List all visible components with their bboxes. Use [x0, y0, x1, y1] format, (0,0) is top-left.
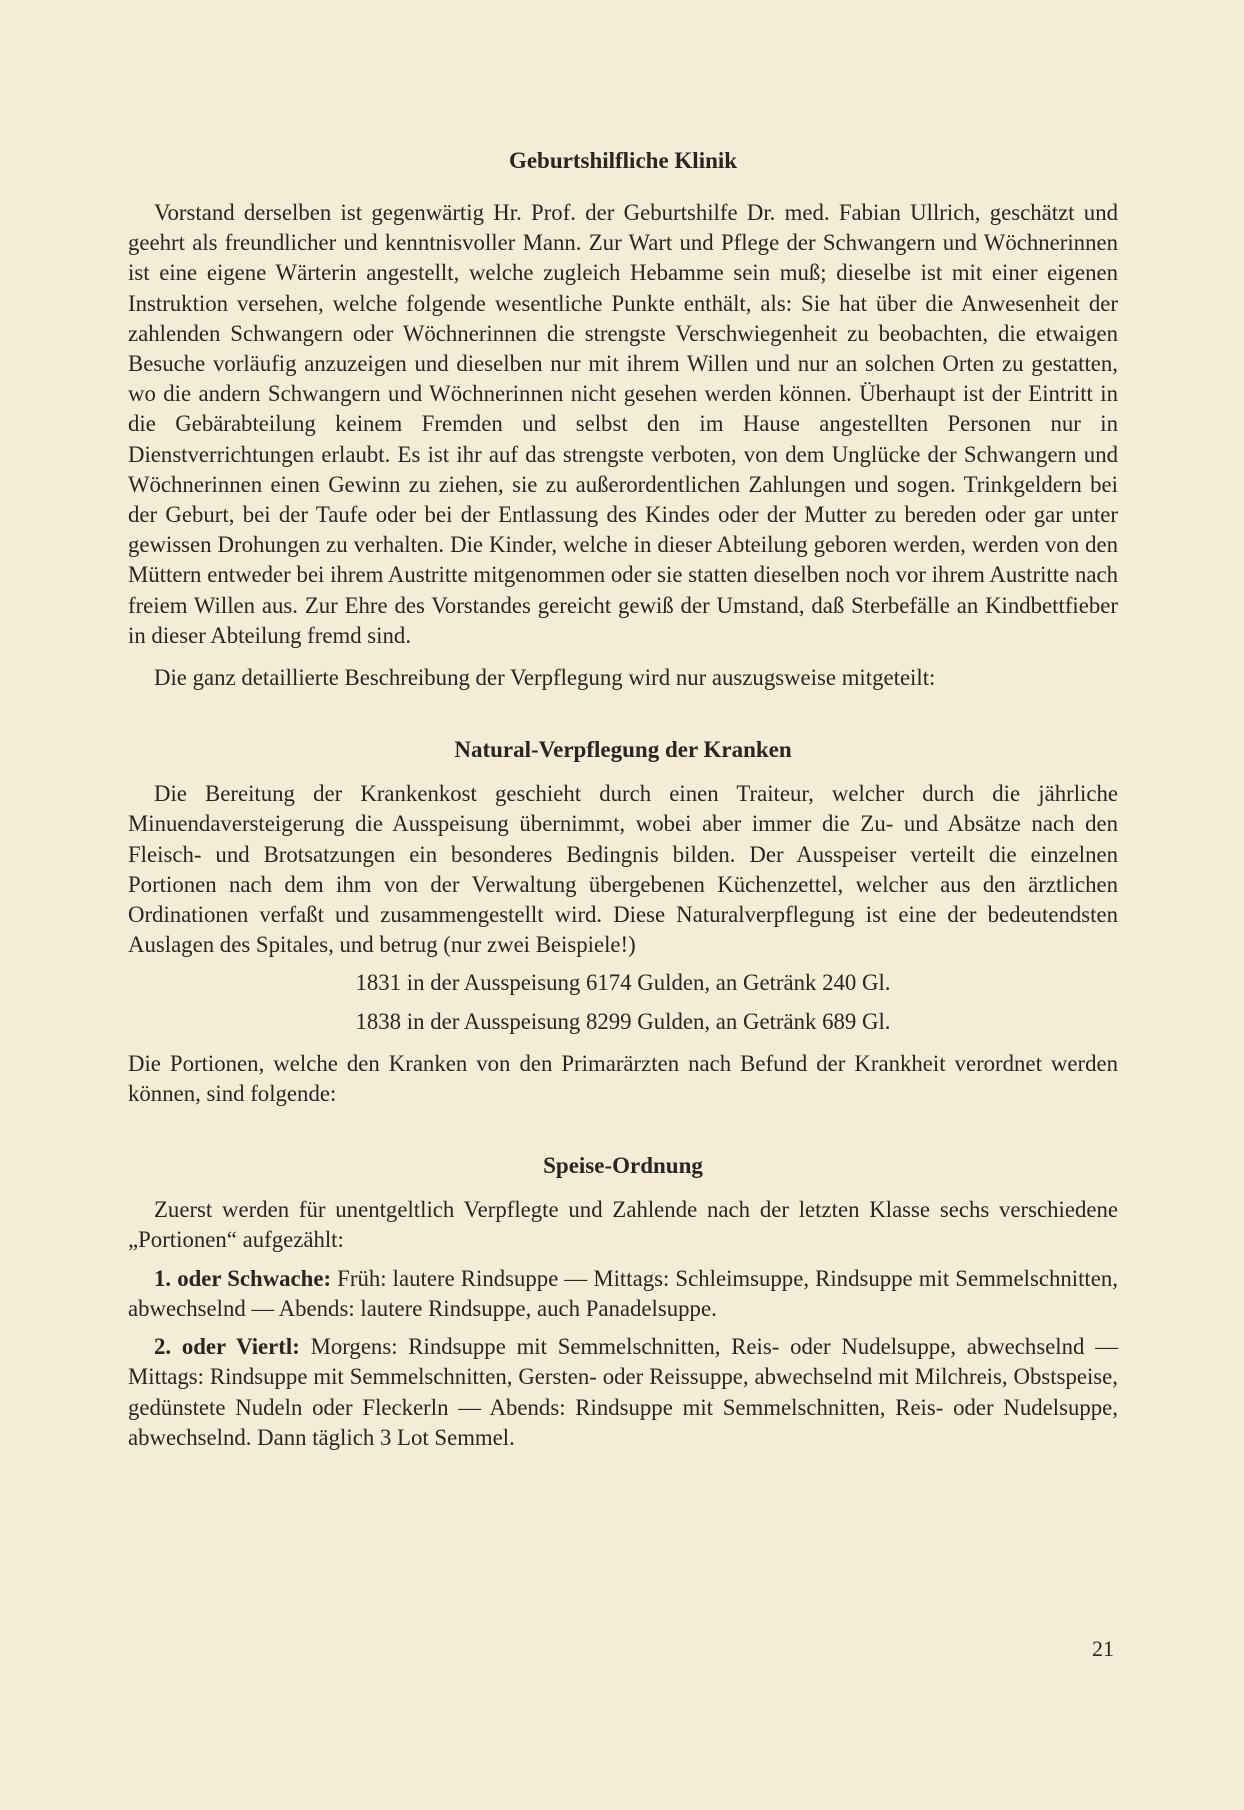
paragraph-klinik-2: Die ganz detaillierte Beschreibung der Verpflegung wird nur auszugsweise mitgeteilt: — [154, 665, 936, 691]
paragraph-verpflegung-1: Die Bereitung der Krankenkost geschieht durch einen Traiteur, welcher durch die jährliche Minuendaversteigerung die Ausspeisung übernimmt, wobei aber immer die Zu- und Absätze nach den Fleisch- und Brotsatzungen ein besonderes Bedingnis bilden. Der Ausspeiser verteilt die einzelnen Portionen nach dem ihm von der Verwaltung übergebenen Küchenzettel, welcher aus den ärztlichen Ordinationen verfaßt und zusammengestellt wird. Diese Naturalverpflegung ist eine der bedeutendsten Auslagen des Spitales, und betrug (nur zwei Beispiele!) — [128, 781, 1118, 958]
item-label-viertl: 2. oder Viertl: — [154, 1334, 300, 1360]
heading-geburtshilfliche-klinik: Geburtshilfliche Klinik — [508, 148, 738, 173]
paragraph-speise-1: Zuerst werden für unentgeltlich Verpflegte und Zahlende nach der letzten Klasse sechs verschiedene „Portionen“ aufgezählt: — [128, 1197, 1118, 1253]
item-text-viertl: Morgens: Rindsuppe mit Semmelschnitten, Reis- oder Nudelsuppe, abwechselnd — Mittags: Rindsuppe mit Semmelschnitten, Gersten- oder Reissuppe, abwechselnd mit Milchreis, Obstspeise, gedünstete Nudeln oder Fleckerln — Abends: Rindsuppe mit Semmelschnitten, Reis- oder Nudelsuppe, abwechselnd. Dann täglich 3 Lot Semmel. — [128, 1334, 1118, 1450]
item-text-schwache: Früh: lautere Rindsuppe — Mittags: Schleimsuppe, Rindsuppe mit Semmelschnitten, abwechselnd — Abends: lautere Rindsuppe, auch Panadelsuppe. — [128, 1265, 1118, 1321]
heading-speise-ordnung: Speise-Ordnung — [543, 1153, 703, 1179]
heading-natural-verpflegung: Natural-Verpflegung der Kranken — [454, 737, 792, 763]
paragraph-klinik-1: Vorstand derselben ist gegenwärtig Hr. Prof. der Geburtshilfe Dr. med. Fabian Ullrich, geschätzt und geehrt als freundlicher und kenntnisvoller Mann. Zur Wart und Pflege der Schwangern und Wöchnerinnen ist eine eigene Wärterin angestellt, welche zugleich Hebamme sein muß; dieselbe ist mit einer eigenen Instruktion versehen, welche folgende wesentliche Punkte enthält, als: Sie hat über die Anwesenheit der zahlenden Schwangern oder Wöchnerinnen die strengste Verschwiegenheit zu beobachten, die etwaigen Besuche vorläufig anzuzeigen und dieselben nur mit ihrem Willen und nur an solchen Orten zu gestatten, wo die andern Schwangern und Wöchnerinnen nicht gesehen werden können. Überhaupt ist der Eintritt in die Gebärabteilung keinem Fremden und selbst den im Hause angestellten Personen nur in Dienstverrichtungen erlaubt. Es ist ihr auf das strengste verboten, von dem Unglücke der Schwangern und Wöchnerinnen einen Gewinn zu ziehen, sie zu außerordentlichen Zahlungen und sogen. Trinkgeldern bei der Geburt, bei der Taufe oder bei der Entlassung des Kindes oder der Mutter zu bereden oder gar unter gewissen Drohungen zu verhalten. Die Kinder, welche in dieser Abteilung geboren werden, werden von den Müttern entweder bei ihrem Austritte mitgenommen oder sie statten dieselben noch vor ihrem Austritte nach freiem Willen aus. Zur Ehre des Vorstandes gereicht gewiß der Umstand, daß Sterbefälle an Kindbettfieber in dieser Abteilung fremd sind. — [128, 200, 1118, 648]
page-content — [128, 146, 1118, 1453]
figures-line-1838: 1838 in der Ausspeisung 8299 Gulden, an Getränk 689 Gl. — [355, 1008, 891, 1034]
list-item-viertl — [128, 1332, 1118, 1453]
item-label-schwache: 1. oder Schwache: — [154, 1265, 332, 1291]
paragraph-verpflegung-2: Die Portionen, welche den Kranken von den Primarärzten nach Befund der Krankheit verordnet werden können, sind folgende: — [128, 1050, 1118, 1107]
page-number: 21 — [1092, 1636, 1114, 1661]
figures-line-1831: 1831 in der Ausspeisung 6174 Gulden, an Getränk 240 Gl. — [355, 970, 891, 996]
list-item-schwache — [128, 1264, 1118, 1324]
